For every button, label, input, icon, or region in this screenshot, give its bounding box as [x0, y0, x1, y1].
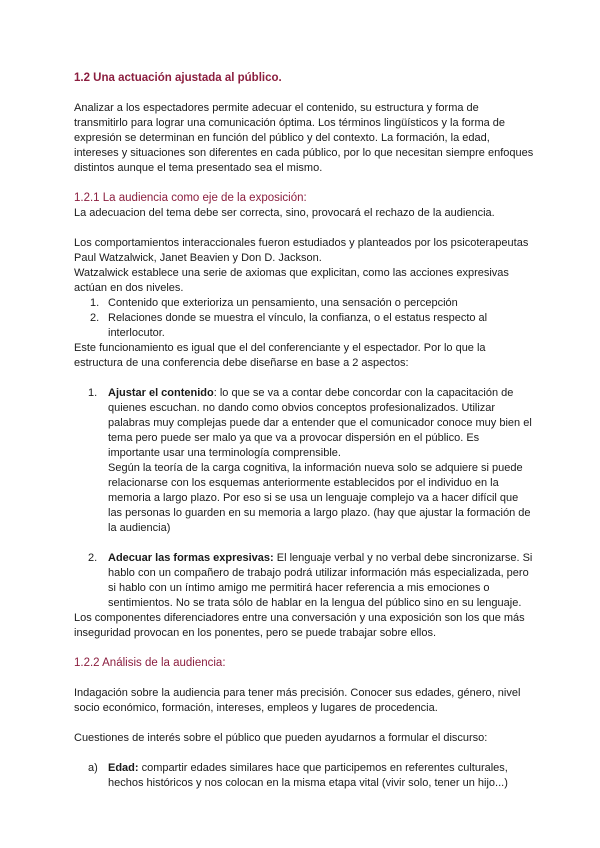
list-number: 2.	[90, 312, 100, 324]
aspect-text: El lenguaje verbal y no verbal debe sincronizarse. Si hablo con un compañero de trabajo podrá utilizar información más especializada, pero si hablo con un íntimo amigo me permitirá hacer referencia a mis emociones o sentimientos. No se trata sólo de hablar en la lengua del público sino en su lenguaje.	[108, 552, 533, 609]
paragraph-componentes: Los componentes diferenciadores entre una conversación y una exposición son los que más inseguridad provocan en los ponentes, pero se puede trabajar sobre ellos.	[74, 612, 525, 639]
list-item-text: Contenido que exterioriza un pensamiento, una sensación o percepción	[108, 297, 458, 309]
paragraph-watzalwick: Watzalwick establece una serie de axiomas que explicitan, como las acciones expresivas actúan en dos niveles.	[74, 267, 509, 294]
list-item	[74, 761, 534, 791]
paragraph-adecuacion: La adecuacion del tema debe ser correcta, sino, provocará el rechazo de la audiencia.	[74, 207, 495, 219]
aspect-extra-text: Según la teoría de la carga cognitiva, la información nueva solo se adquiere si puede relacionarse con los esquemas anteriormente establecidos por el individuo en la memoria a largo plazo. Por eso si se usa un lenguaje complejo va a hacer difícil que las personas lo guarden en su memoria a largo plazo. (hay que ajustar la formación de la audiencia)	[108, 462, 531, 534]
question-text: compartir edades similares hace que participemos en referentes culturales, hechos históricos y nos colocan en la misma etapa vital (vivir solo, tener un hijo...)	[108, 762, 508, 789]
list-item	[74, 311, 534, 341]
subsection-heading-1-2-2: 1.2.2 Análisis de la audiencia:	[74, 657, 226, 669]
paragraph-cuestiones: Cuestiones de interés sobre el público que pueden ayudarnos a formular el discurso:	[74, 732, 488, 744]
list-number: 2.	[88, 552, 98, 564]
audience-questions-list	[74, 761, 534, 791]
list-item	[74, 386, 534, 536]
paragraph-indagacion: Indagación sobre la audiencia para tener más precisión. Conocer sus edades, género, nivel socio económico, formación, intereses, empleos y lugares de procedencia.	[74, 687, 521, 714]
list-item	[74, 296, 534, 311]
document-body	[74, 70, 534, 791]
subsection-heading-1-2-1: 1.2.1 La audiencia como eje de la exposición:	[74, 192, 307, 204]
list-number: 1.	[88, 387, 98, 399]
intro-paragraph: Analizar a los espectadores permite adecuar el contenido, su estructura y forma de transmitirlo para lograr una comunicación óptima. Los términos lingüísticos y la forma de expresión se determinan en función del público y del contexto. La formación, la edad, intereses y situaciones son diferentes en cada público, por lo que necesitan siempre enfoques distintos aunque el tema presentado sea el mismo.	[74, 102, 534, 174]
list-number: 1.	[90, 297, 100, 309]
paragraph-comportamientos: Los comportamientos interaccionales fueron estudiados y planteados por los psicoterapeutas Paul Watzalwick, Janet Beavien y Don D. Jackson.	[74, 237, 529, 264]
aspect-title: Ajustar el contenido	[108, 387, 214, 399]
levels-list	[74, 296, 534, 341]
list-item-text: Relaciones donde se muestra el vínculo, la confianza, o el estatus respecto al interlocutor.	[108, 312, 488, 339]
aspect-title: Adecuar las formas expresivas:	[108, 552, 274, 564]
aspects-list	[74, 386, 534, 611]
paragraph-funcionamiento: Este funcionamiento es igual que el del conferenciante y el espectador. Por lo que la estructura de una conferencia debe diseñarse en base a 2 aspectos:	[74, 342, 486, 369]
aspect-text: : lo que se va a contar debe concordar con la capacitación de quienes escuchan. no dando como obvios conceptos profesionalizados. Utilizar palabras muy complejas puede dar a entender que el comunicador conoce muy bien el tema pero puede ser malo ya que va a provocar dispersión en el público. Es importante usar una terminología comprensible.	[108, 387, 532, 459]
question-title: Edad:	[108, 762, 139, 774]
list-item	[74, 551, 534, 611]
list-letter: a)	[88, 762, 98, 774]
section-heading-1-2: 1.2 Una actuación ajustada al público.	[74, 72, 282, 84]
